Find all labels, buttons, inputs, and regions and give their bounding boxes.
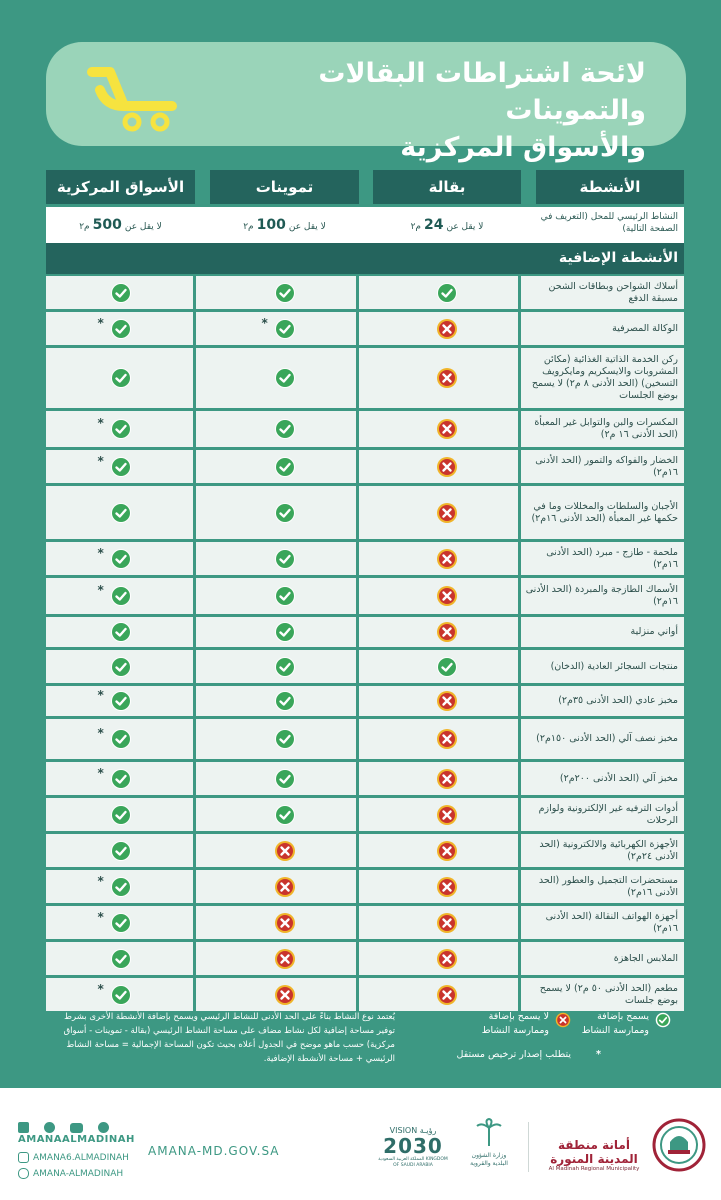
activity-text: أدوات الترفيه غير الإلكترونية ولوازم الرحلات (538, 802, 678, 826)
status-mark (436, 728, 458, 750)
status-mark (436, 690, 458, 712)
grocery-cell (373, 719, 521, 759)
central-cell (46, 312, 195, 345)
table-row (46, 942, 684, 975)
instagram-row[interactable] (18, 1152, 129, 1163)
grocery-cell (373, 942, 521, 975)
central-cell (46, 719, 195, 759)
supplies-cell (210, 276, 359, 309)
check-icon (110, 876, 132, 898)
vision-label: VISION رؤيـة (389, 1126, 437, 1135)
status-mark (274, 418, 296, 440)
status-mark (97, 453, 132, 478)
central-cell (46, 762, 195, 795)
status-mark (436, 418, 458, 440)
central-cell (46, 617, 195, 647)
check-icon (110, 502, 132, 524)
table-row (46, 276, 684, 309)
cross-icon (436, 456, 458, 478)
cross-icon (436, 984, 458, 1006)
table-row (46, 348, 684, 408)
grocery-cell (373, 450, 521, 483)
grocery-min-area (373, 207, 521, 243)
snapchat-row[interactable] (18, 1168, 123, 1179)
status-mark (436, 456, 458, 478)
grocery-cell (373, 686, 521, 716)
municipality-name-ar: أمانة منطقة المدينة المنورة (550, 1138, 638, 1166)
column-header-grocery: بقالة (373, 170, 521, 204)
status-mark (110, 282, 132, 304)
activity-label (518, 978, 684, 1011)
central-cell (46, 870, 195, 903)
check-icon (110, 840, 132, 862)
status-mark (274, 585, 296, 607)
activity-text: أجهزة الهواتف النقالة (الحد الأدنى ١٦م٢) (545, 910, 678, 934)
twitter-icon[interactable] (44, 1122, 55, 1133)
status-mark (436, 804, 458, 826)
status-mark (436, 502, 458, 524)
activity-text: مخبز آلي (الحد الأدنى ٢٠٠م٢) (559, 772, 678, 784)
cross-icon (436, 548, 458, 570)
status-mark (97, 726, 132, 750)
main-activity-label: النشاط الرئيسي للمحل (التعريف في الصفحة التالية) (540, 212, 678, 234)
central-cell (46, 450, 195, 483)
check-icon (110, 656, 132, 678)
activity-label (518, 450, 684, 483)
cross-icon (436, 912, 458, 934)
activity-text: الوكالة المصرفية (612, 322, 678, 334)
status-mark (274, 728, 296, 750)
cross-icon (436, 768, 458, 790)
activity-label (518, 719, 684, 759)
cross-icon (555, 1012, 571, 1028)
title-line-2: والأسواق المركزية (400, 132, 646, 163)
legend-star-label: يتطلب إصدار ترخيص مستقل (456, 1049, 571, 1060)
table-row (46, 719, 684, 759)
footnote: يُعتمد نوع النشاط بناءً على الحد الأدنى للنشاط الرئيسي ويسمح بإضافة الأنشطة الأخرى بشرط توفير مساحة إضافية لكل نشاط مضاف على مساحة النشاط الرئيسي (بقالة - تموينات - أسواق مركزية) حسب ماهو موضح في الجدول أعلاه بحيث تكون المساحة الإجمالية = مساحة النشاط الرئيسي + مساحة الأنشطة الإضافية. (63, 1012, 395, 1064)
check-icon (110, 768, 132, 790)
activity-text: الخضار والفواكه والتمور (الحد الأدنى ١٦م٢) (535, 454, 678, 478)
activity-label (518, 906, 684, 939)
legend-star (401, 1048, 601, 1062)
supplies-min-unit: م٢ (243, 222, 254, 232)
legend-not-allowed-label: لا يسمح بإضافة وممارسة النشاط (481, 1011, 549, 1036)
check-icon (274, 282, 296, 304)
status-mark (274, 456, 296, 478)
status-mark (436, 318, 458, 340)
vision-2030-logo (378, 1126, 448, 1176)
activity-text: منتجات السجائر العادية (الدخان) (550, 660, 678, 672)
status-mark (436, 548, 458, 570)
central-cell (46, 276, 195, 309)
cross-icon (436, 418, 458, 440)
table-row (46, 686, 684, 716)
status-mark (110, 656, 132, 678)
status-mark (97, 873, 132, 898)
status-mark (274, 804, 296, 826)
status-mark (436, 585, 458, 607)
star-marker: * (97, 315, 104, 330)
star-marker: * (97, 873, 104, 888)
activity-label (518, 617, 684, 647)
status-mark (110, 804, 132, 826)
activity-text: المكسرات والبن والتوابل غير المعبأة (الحد الأدنى ١٦ م٢) (534, 417, 678, 440)
check-icon (274, 690, 296, 712)
table-row (46, 578, 684, 614)
table-row (46, 762, 684, 795)
grocery-cell (373, 312, 521, 345)
table-row (46, 312, 684, 345)
check-icon (655, 1012, 671, 1028)
grocery-cell (373, 486, 521, 539)
instagram-icon (18, 1152, 29, 1163)
supplies-cell (210, 906, 359, 939)
column-header-activities: الأنشطة (536, 170, 684, 204)
legend-not-allowed (461, 1010, 571, 1038)
grocery-cell (373, 578, 521, 614)
status-mark (274, 768, 296, 790)
supplies-cell (210, 486, 359, 539)
supplies-cell (210, 978, 359, 1011)
activity-text: مخبز نصف آلي (الحد الأدنى ١٥٠م٢) (536, 733, 678, 744)
check-icon (110, 912, 132, 934)
status-mark (97, 765, 132, 790)
status-mark (274, 656, 296, 678)
supplies-cell (210, 617, 359, 647)
activity-label (518, 312, 684, 345)
check-icon (110, 548, 132, 570)
table-row (46, 978, 684, 1011)
cross-icon (436, 502, 458, 524)
cross-icon (274, 912, 296, 934)
central-min-value: 500 (92, 217, 122, 233)
grocery-cell (373, 276, 521, 309)
status-mark (97, 315, 132, 340)
check-icon (110, 621, 132, 643)
check-icon (274, 367, 296, 389)
central-cell (46, 650, 195, 683)
grocery-min-unit: م٢ (410, 222, 421, 232)
grocery-cell (373, 870, 521, 903)
grocery-cell (373, 617, 521, 647)
cross-icon (436, 876, 458, 898)
check-icon (274, 585, 296, 607)
central-cell (46, 798, 195, 831)
status-mark (274, 984, 296, 1006)
website-link[interactable]: AMANA-MD.GOV.SA (148, 1144, 280, 1158)
central-cell (46, 834, 195, 867)
facebook-icon[interactable] (18, 1122, 29, 1133)
check-icon (274, 656, 296, 678)
status-mark (110, 948, 132, 970)
table-row (46, 798, 684, 831)
section-title-additional: الأنشطة الإضافية (46, 243, 684, 274)
grocery-cell (373, 411, 521, 447)
activity-label (518, 762, 684, 795)
status-mark (274, 876, 296, 898)
status-mark (110, 840, 132, 862)
activity-label (518, 486, 684, 539)
central-min-prefix: لا يقل عن (124, 222, 162, 232)
central-cell (46, 942, 195, 975)
grocery-cell (373, 542, 521, 575)
central-cell (46, 686, 195, 716)
check-icon (110, 367, 132, 389)
status-mark (110, 621, 132, 643)
central-cell (46, 578, 195, 614)
column-header-central: الأسواق المركزية (46, 170, 195, 204)
supplies-cell (210, 798, 359, 831)
activity-text: أواني منزلية (630, 626, 678, 637)
cross-icon (436, 621, 458, 643)
table-row (46, 834, 684, 867)
supplies-cell (210, 834, 359, 867)
star-marker: * (97, 416, 104, 430)
central-cell (46, 542, 195, 575)
grocery-cell (373, 762, 521, 795)
status-mark (97, 981, 132, 1006)
check-icon (274, 548, 296, 570)
cross-icon (436, 367, 458, 389)
activity-text: الأجبان والسلطات والمخللات وما في حكمها غير المعبأة (الحد الأدنى ١٦م٢) (531, 500, 678, 524)
supplies-cell (210, 686, 359, 716)
status-mark (436, 840, 458, 862)
activity-label (518, 686, 684, 716)
check-icon (274, 318, 296, 340)
table-row (46, 411, 684, 447)
footer-divider (528, 1122, 529, 1172)
check-icon (274, 502, 296, 524)
activity-text: مستحضرات التجميل والعطور (الحد الأدنى ١٦م٢) (538, 874, 678, 898)
star-marker: * (97, 583, 104, 597)
grocery-cell (373, 650, 521, 683)
status-mark (436, 367, 458, 389)
supplies-cell (210, 348, 359, 408)
supplies-cell (210, 650, 359, 683)
status-mark (97, 545, 132, 570)
supplies-cell (210, 719, 359, 759)
activity-text: أسلاك الشواحن وبطاقات الشحن مسبقة الدفع (548, 280, 678, 304)
cross-icon (436, 948, 458, 970)
check-icon (110, 318, 132, 340)
check-icon (274, 456, 296, 478)
status-mark (274, 282, 296, 304)
main-activity-row (46, 207, 684, 243)
check-icon (110, 804, 132, 826)
grocery-min-value: 24 (423, 217, 444, 233)
check-icon (110, 456, 132, 478)
supplies-min-value: 100 (256, 217, 286, 233)
star-marker: * (97, 545, 104, 560)
cross-icon (436, 840, 458, 862)
vision-subtitle: المملكة العربية السعودية KINGDOM OF SAUDI ARABIA (378, 1157, 448, 1168)
table-row (46, 486, 684, 539)
municipality-name-en: Al Madinah Regional Municipality (548, 1166, 640, 1172)
table-row (46, 542, 684, 575)
status-mark (261, 315, 296, 340)
municipality-emblem-icon (652, 1116, 706, 1174)
star-symbol: * (596, 1049, 601, 1060)
table-row (46, 870, 684, 903)
status-mark (97, 583, 132, 607)
snapchat-icon (18, 1168, 29, 1179)
check-icon (274, 621, 296, 643)
ministry-name: وزارة الشؤون البلدية والقروية (470, 1152, 508, 1167)
status-mark (97, 909, 132, 934)
status-mark (274, 502, 296, 524)
central-cell (46, 978, 195, 1011)
grocery-cell (373, 834, 521, 867)
activity-text: مطعم (الحد الأدنى ٥٠ م٢) لا يسمح بوضع جلسات (539, 982, 678, 1006)
status-mark (436, 948, 458, 970)
cross-icon (436, 804, 458, 826)
supplies-cell (210, 870, 359, 903)
column-header-supplies: تموينات (210, 170, 359, 204)
status-mark (110, 502, 132, 524)
check-icon (110, 282, 132, 304)
page-title (186, 55, 646, 166)
check-icon (110, 948, 132, 970)
status-mark (274, 367, 296, 389)
check-icon (436, 282, 458, 304)
status-mark (436, 621, 458, 643)
shopping-cart-icon (86, 60, 186, 134)
status-mark (274, 840, 296, 862)
star-marker: * (261, 315, 268, 330)
central-cell (46, 486, 195, 539)
supplies-min-prefix: لا يقل عن (288, 222, 326, 232)
grocery-cell (373, 978, 521, 1011)
cross-icon (436, 728, 458, 750)
check-icon (110, 690, 132, 712)
check-icon (274, 418, 296, 440)
supplies-cell (210, 411, 359, 447)
star-marker: * (97, 726, 104, 740)
status-mark (436, 768, 458, 790)
check-icon (274, 768, 296, 790)
supplies-min-area (210, 207, 359, 243)
supplies-cell (210, 578, 359, 614)
footer (0, 1088, 721, 1200)
supplies-cell (210, 762, 359, 795)
cross-icon (436, 585, 458, 607)
activity-text: الأجهزة الكهربائية والالكترونية (الحد الأدنى ٢٤م٢) (539, 838, 678, 862)
status-mark (274, 621, 296, 643)
star-marker: * (97, 981, 104, 996)
star-marker: * (97, 765, 104, 780)
check-icon (274, 804, 296, 826)
activity-text: الملابس الجاهزة (613, 952, 678, 964)
status-mark (274, 912, 296, 934)
check-icon (274, 728, 296, 750)
activity-label (518, 834, 684, 867)
social-handle-main[interactable]: AMANAALMADINAH (18, 1134, 135, 1145)
cross-icon (274, 876, 296, 898)
activity-label (518, 542, 684, 575)
activity-label (518, 942, 684, 975)
activity-label (518, 798, 684, 831)
grocery-cell (373, 348, 521, 408)
status-mark (436, 282, 458, 304)
activity-text: ركن الخدمة الذاتية الغذائية (مكائن المشروبات والايسكريم ومايكرويف التسخين) (الحد الأدنى ٨ م٢) لا يسمح بوضع الجلسات (531, 354, 678, 401)
instagram-handle: AMANA6.ALMADINAH (33, 1153, 129, 1163)
central-cell (46, 348, 195, 408)
snapchat-handle: AMANA-ALMADINAH (33, 1169, 124, 1179)
legend-allowed-label: يسمح بإضافة وممارسة النشاط (581, 1011, 649, 1036)
central-min-unit: م٢ (79, 222, 90, 232)
table-row (46, 450, 684, 483)
cross-icon (274, 840, 296, 862)
check-icon (110, 585, 132, 607)
cross-icon (436, 318, 458, 340)
table-row (46, 650, 684, 683)
activity-label (518, 411, 684, 447)
supplies-cell (210, 450, 359, 483)
table-row (46, 617, 684, 647)
central-cell (46, 411, 195, 447)
status-mark (436, 656, 458, 678)
municipality-name (540, 1138, 648, 1172)
grocery-min-prefix: لا يقل عن (446, 222, 484, 232)
supplies-cell (210, 542, 359, 575)
check-icon (110, 728, 132, 750)
cross-icon (436, 690, 458, 712)
central-min-area (46, 207, 195, 243)
activity-label (518, 276, 684, 309)
status-mark (274, 548, 296, 570)
cross-icon (274, 984, 296, 1006)
supplies-cell (210, 312, 359, 345)
check-icon (110, 984, 132, 1006)
status-mark (274, 690, 296, 712)
ministry-logo (466, 1118, 512, 1178)
activity-label (518, 650, 684, 683)
grocery-cell (373, 798, 521, 831)
title-line-1: لائحة اشتراطات البقالات والتموينات (318, 58, 646, 126)
status-mark (97, 688, 132, 712)
activity-label (518, 870, 684, 903)
cross-icon (274, 948, 296, 970)
status-mark (97, 416, 132, 440)
activity-label (518, 348, 684, 408)
palm-emblem-icon (474, 1118, 504, 1148)
status-mark (436, 912, 458, 934)
activity-label (518, 578, 684, 614)
status-mark (436, 876, 458, 898)
vision-year: 2030 (383, 1134, 443, 1158)
activity-text: الأسماك الطازجة والمبردة (الحد الأدنى ١٦م٢) (525, 584, 678, 607)
status-mark (274, 948, 296, 970)
table-row (46, 906, 684, 939)
status-mark (436, 984, 458, 1006)
activity-text: مخبز عادي (الحد الأدنى ٣٥م٢) (558, 695, 678, 706)
telegram-icon[interactable] (98, 1122, 109, 1133)
status-mark (110, 367, 132, 389)
star-marker: * (97, 688, 104, 702)
check-icon (110, 418, 132, 440)
check-icon (436, 656, 458, 678)
supplies-cell (210, 942, 359, 975)
grocery-cell (373, 906, 521, 939)
central-cell (46, 906, 195, 939)
activity-text: ملحمة - طازج - مبرد (الحد الأدنى ١٦م٢) (546, 546, 678, 570)
star-marker: * (97, 453, 104, 468)
star-marker: * (97, 909, 104, 924)
youtube-icon[interactable] (70, 1123, 83, 1133)
